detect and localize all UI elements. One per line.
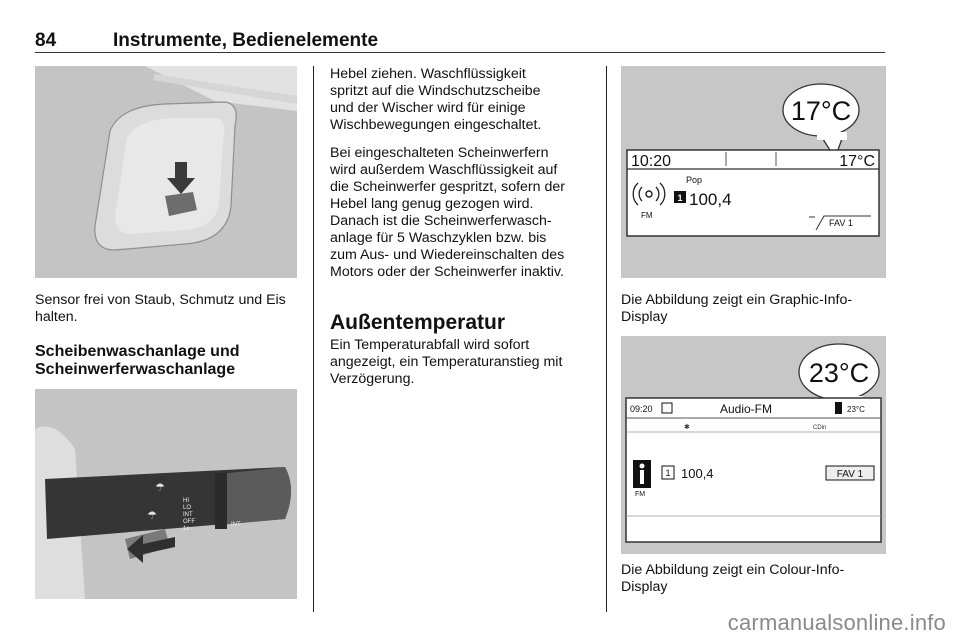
caption-line: Display <box>621 309 668 325</box>
wiper-lever-figure <box>35 389 297 599</box>
bluetooth-icon: ✱ <box>684 423 690 431</box>
lever-ring-label-int: INT <box>231 522 241 528</box>
heading-washer-line2: Scheinwerferwaschanlage <box>35 361 236 378</box>
caption-line: Die Abbildung zeigt ein Graphic-Info- <box>621 292 853 308</box>
display-temp: 17°C <box>839 153 875 170</box>
page-number: 84 <box>35 30 57 51</box>
colour-info-display <box>621 336 886 554</box>
svg-text:☂: ☂ <box>155 481 165 494</box>
wiper-lever-illustration <box>35 389 297 599</box>
para3-line: Verzögerung. <box>330 371 415 387</box>
colour-display-caption <box>621 562 886 596</box>
para2-line: Motors oder der Scheinwerfer inaktiv. <box>330 264 564 280</box>
para2-line: Bei eingeschalteten Scheinwerfern <box>330 145 549 161</box>
column-divider-2 <box>606 66 607 612</box>
para2-line: Hebel lang genug gezogen wird. <box>330 196 534 212</box>
rain-sensor-figure <box>35 66 297 278</box>
callout-temp: 23°C <box>808 358 870 388</box>
colour-band: FM <box>635 491 646 498</box>
display-fav: FAV 1 <box>829 218 853 228</box>
lever-label-lo: LO <box>183 505 192 511</box>
heading-washer-line1: Scheibenwaschanlage und <box>35 343 240 360</box>
para2-line: wird außerdem Waschflüssigkeit auf <box>330 162 558 178</box>
para2-line: zum Aus- und Wiedereinschalten des <box>330 247 565 263</box>
heading-washer <box>35 343 297 379</box>
sensor-caption: Sensor frei von Staub, Schmutz und Eis halten. <box>35 292 286 325</box>
callout-temp: 17°C <box>790 96 852 126</box>
para-temperature <box>330 337 595 388</box>
display-time: 10:20 <box>631 153 672 170</box>
lever-label-int: INT <box>183 512 193 518</box>
header-rule <box>35 52 885 53</box>
colour-fav: FAV 1 <box>836 469 864 480</box>
caption-line: Display <box>621 579 668 595</box>
display-preset: 1 <box>677 193 683 203</box>
colour-preset: 1 <box>665 468 671 478</box>
para2-line: die Scheinwerfer gespritzt, sofern der <box>330 179 565 195</box>
lever-label-off: OFF <box>183 519 195 525</box>
graphic-info-display-figure <box>621 66 886 278</box>
para3-line: Ein Temperaturabfall wird sofort <box>330 337 530 353</box>
svg-text:☂: ☂ <box>147 509 157 522</box>
colour-title: Audio-FM <box>719 402 773 416</box>
colour-temp: 23°C <box>847 405 865 414</box>
column-divider-1 <box>313 66 314 612</box>
colour-info-display-figure <box>621 336 886 554</box>
para-pull-lever <box>330 66 595 134</box>
colour-frequency: 100,4 <box>681 466 714 481</box>
colour-time: 09:20 <box>630 404 653 414</box>
para1-line: Hebel ziehen. Waschflüssigkeit <box>330 66 526 82</box>
para2-line: anlage für 5 Waschzyklen bzw. bis <box>330 230 547 246</box>
display-genre: Pop <box>686 175 703 185</box>
watermark: carmanualsonline.info <box>727 610 946 635</box>
para3-line: angezeigt, ein Temperaturanstieg mit <box>330 354 563 370</box>
caption-line: Die Abbildung zeigt ein Colour-Info- <box>621 562 845 578</box>
lever-label-hi: HI <box>183 498 189 504</box>
heading-outside-temperature: Außentemperatur <box>330 311 506 334</box>
page-title: Instrumente, Bedienelemente <box>113 30 379 51</box>
para1-line: und der Wischer wird für einige <box>330 100 526 116</box>
display-band: FM <box>641 211 653 220</box>
para1-line: spritzt auf die Windschutzscheibe <box>330 83 541 99</box>
para-headlamp-washer <box>330 145 595 281</box>
graphic-display-caption <box>621 292 886 326</box>
lever-label-1x: 1x <box>183 526 190 532</box>
colour-cdin: CDin <box>813 425 827 431</box>
rain-sensor-illustration <box>35 66 297 278</box>
display-frequency: 100,4 <box>689 190 732 209</box>
page-header <box>35 30 885 52</box>
phone-icon <box>835 402 842 414</box>
graphic-info-display <box>621 66 886 278</box>
para1-line: Wischbewegungen eingeschaltet. <box>330 117 542 133</box>
para2-line: Danach ist die Scheinwerferwasch- <box>330 213 552 229</box>
